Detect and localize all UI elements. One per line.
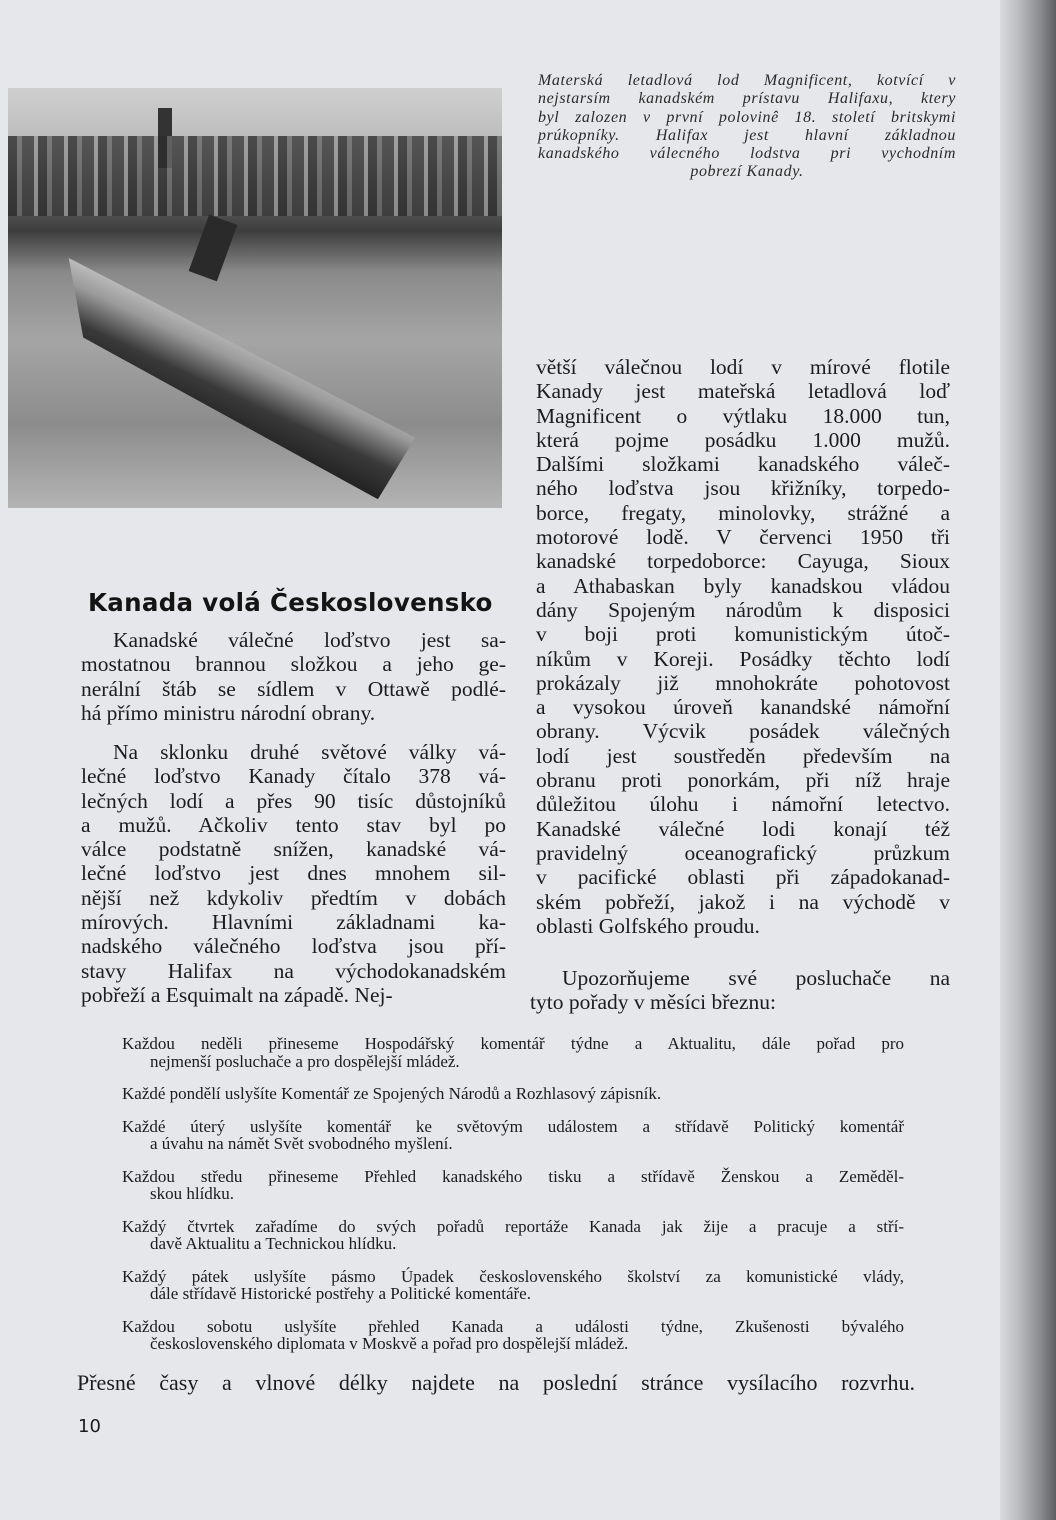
footer-note: Přesné časy a vlnové délky najdete na poslední stránce vysílacího rozvrhu. bbox=[77, 1370, 915, 1395]
schedule-item-line: Každou středu přineseme Přehled kanadského tisku a střídavě Ženskou a Zeměděl- bbox=[122, 1166, 904, 1186]
schedule-item-line: Každý čtvrtek zařadíme do svých pořadů reportáže Kanada jak žije a pracuje a stří- bbox=[122, 1216, 904, 1236]
left-paragraph-1 bbox=[81, 628, 506, 725]
schedule-item-line: Každou neděli přineseme Hospodářský komentář týdne a Aktualitu, dále pořad pro bbox=[122, 1034, 904, 1053]
text-line: kanadské torpedoborce: Cayuga, Sioux bbox=[536, 549, 950, 574]
schedule-item-line: dále střídavě Historické postřehy a Politické komentáře. bbox=[150, 1284, 531, 1303]
carrier-island bbox=[189, 215, 238, 282]
text-line: motorové lodě. V červenci 1950 tři bbox=[536, 525, 950, 550]
schedule-item-line: Každé pondělí uslyšíte Komentář ze Spojených Národů a Rozhlasový zápisník. bbox=[122, 1084, 662, 1103]
caption-line: nejstarsím kanadském prístavu Halifaxu, ktery bbox=[538, 90, 956, 108]
text-line: Dalšími složkami kanadského váleč- bbox=[536, 452, 950, 477]
text-line: níkům v Koreji. Posádky těchto lodí bbox=[536, 646, 950, 671]
text-line: nerální štáb se sídlem v Ottawě podlé- bbox=[81, 676, 506, 701]
text-line: tyto pořady v měsíci březnu: bbox=[530, 990, 776, 1015]
right-paragraph-1 bbox=[536, 355, 950, 938]
text-line: Kanadské válečné loďstvo jest sa- bbox=[113, 628, 506, 652]
caption-line: byl zalozen v první polovinê 18. století britskymi bbox=[538, 108, 956, 126]
text-line: stavy Halifax na východokanadském bbox=[81, 958, 506, 983]
right-paragraph-2 bbox=[530, 966, 950, 1015]
schedule-item-line: československého diplomata v Moskvě a pořad pro dospělejší mládež. bbox=[150, 1334, 629, 1353]
schedule-item-line: Každé úterý uslyšíte komentář ke světovým událostem a střídavě Politický komentář bbox=[122, 1116, 904, 1136]
text-line: obrany. Výcvik posádek válečných bbox=[536, 719, 950, 744]
text-line: pravidelný oceanografický průzkum bbox=[536, 840, 950, 865]
left-paragraph-2 bbox=[81, 740, 506, 1007]
text-line: Magnificent o výtlaku 18.000 tun, bbox=[536, 403, 950, 428]
schedule-item bbox=[122, 1118, 904, 1153]
text-line: lečné loďstvo Kanady čítalo 378 vá- bbox=[81, 764, 506, 789]
schedule-item bbox=[122, 1268, 904, 1303]
schedule-item-line: Každý pátek uslyšíte pásmo Úpadek československého školství za komunistické vlády, bbox=[122, 1266, 904, 1286]
text-line: ného loďstva jsou křižníky, torpedo- bbox=[536, 476, 950, 501]
text-line: pobřeží a Esquimalt na západě. Nej- bbox=[81, 982, 393, 1007]
aircraft-carrier bbox=[32, 238, 432, 503]
schedule-item bbox=[122, 1085, 904, 1103]
text-line: Kanadské válečné lodi konají též bbox=[536, 816, 950, 841]
schedule-item-line: nejmenší posluchače a pro dospělejší mládež. bbox=[150, 1051, 460, 1071]
text-line: v pacifické oblasti při západokanad- bbox=[536, 865, 950, 890]
text-line: borce, fregaty, minolovky, strážné a bbox=[536, 500, 950, 525]
text-line: há přímo ministru národní obrany. bbox=[81, 700, 376, 725]
text-line: prokázaly již mnohokráte pohotovost bbox=[536, 670, 950, 695]
text-line: válce podstatně snížen, kanadské vá- bbox=[81, 837, 506, 862]
text-line: dány Spojeným národům k disposici bbox=[536, 597, 950, 622]
text-line: větší válečnou lodí v mírové flotile bbox=[536, 355, 950, 379]
text-line: důležitou úlohu i námořní letectvo. bbox=[536, 792, 950, 817]
text-line: nadského válečného loďstva jsou pří- bbox=[81, 934, 506, 959]
text-line: a mužů. Ačkoliv tento stav byl po bbox=[81, 812, 506, 837]
text-line: ském pobřeží, jakož i na východě v bbox=[536, 889, 950, 914]
schedule-item bbox=[122, 1218, 904, 1253]
text-line: oblasti Golfského proudu. bbox=[536, 913, 760, 938]
caption-line: kanadského válecného lodstva pri vychodním bbox=[538, 145, 956, 163]
page-number: 10 bbox=[78, 1416, 101, 1437]
text-line: lečných lodí a přes 90 tisíc důstojníků bbox=[81, 788, 506, 813]
text-line: lodí jest soustředěn především na bbox=[536, 743, 950, 768]
weekly-schedule-list bbox=[122, 1035, 904, 1368]
text-line: Na sklonku druhé světové války vá- bbox=[113, 740, 506, 764]
caption-line: Materská letadlová lod Magnificent, kotvící v bbox=[538, 72, 956, 89]
text-line: lečné loďstvo jest dnes mnohem sil- bbox=[81, 861, 506, 886]
caption-line: prúkopníky. Halifax jest hlavní základnou bbox=[538, 126, 956, 144]
schedule-item-line: a úvahu na námět Svět svobodného myšlení. bbox=[150, 1134, 453, 1153]
text-line: a vysokou úroveň kanandské námořní bbox=[536, 695, 950, 720]
text-line: Kanady jest mateřská letadlová loď bbox=[536, 379, 950, 404]
article-title: Kanada volá Československo bbox=[88, 588, 493, 617]
schedule-item-line: davě Aktualitu a Technickou hlídku. bbox=[150, 1234, 397, 1253]
harbour-city bbox=[8, 136, 502, 216]
page-binding-shadow bbox=[1000, 0, 1056, 1520]
text-line: nější než kdykoliv předtím v dobách bbox=[81, 885, 506, 910]
text-line: mostatnou brannou složkou a jeho ge- bbox=[81, 652, 506, 677]
text-line: v boji proti komunistickým útoč- bbox=[536, 622, 950, 647]
text-line: a Athabaskan byly kanadskou vládou bbox=[536, 573, 950, 598]
text-line: obranu proti ponorkám, při níž hraje bbox=[536, 768, 950, 793]
schedule-item bbox=[122, 1168, 904, 1203]
text-line: mírových. Hlavními základnami ka- bbox=[81, 910, 506, 935]
schedule-item-line: skou hlídku. bbox=[150, 1184, 235, 1203]
caption-line: pobrezí Kanady. bbox=[690, 163, 804, 181]
aircraft-carrier-photo bbox=[8, 88, 502, 508]
schedule-item bbox=[122, 1035, 904, 1070]
text-line: Upozorňujeme své posluchače na bbox=[562, 966, 950, 990]
photo-caption bbox=[538, 72, 956, 182]
schedule-item bbox=[122, 1318, 904, 1353]
text-line: která pojme posádku 1.000 mužů. bbox=[536, 427, 950, 452]
schedule-item-line: Každou sobotu uslyšíte přehled Kanada a události týdne, Zkušenosti bývalého bbox=[122, 1316, 904, 1336]
